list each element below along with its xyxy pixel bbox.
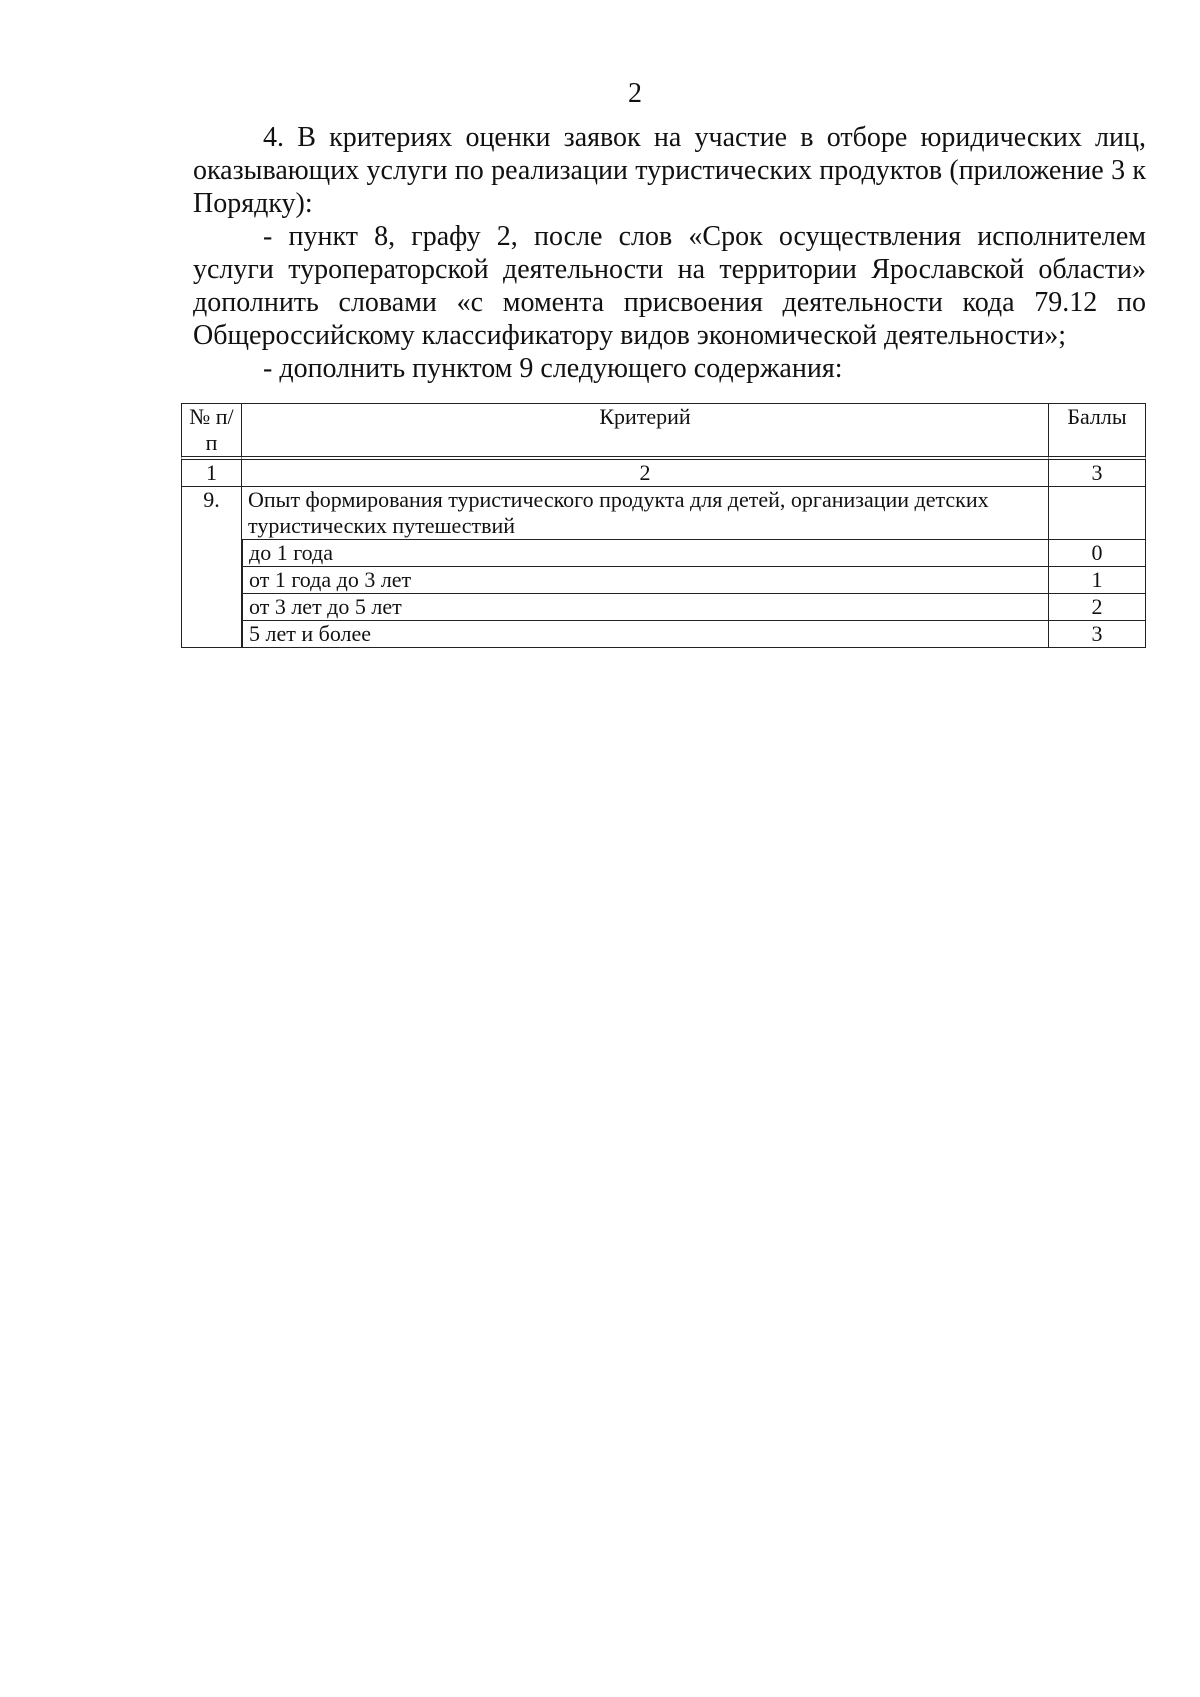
option-score: 2 — [1049, 594, 1146, 621]
column-number-1: 1 — [181, 460, 242, 487]
option-score: 1 — [1049, 567, 1146, 594]
header-score: Баллы — [1049, 403, 1146, 460]
option-label: от 3 лет до 5 лет — [242, 594, 1049, 621]
paragraph-item-9-intro: - дополнить пунктом 9 следующего содержания: — [263, 353, 843, 384]
header-criterion: Критерий — [242, 403, 1049, 460]
option-label: от 1 года до 3 лет — [242, 567, 1049, 594]
criteria-table — [181, 403, 1146, 648]
option-label: до 1 года — [242, 540, 1049, 567]
option-label: 5 лет и более — [242, 621, 1049, 648]
page-number: 2 — [628, 78, 642, 109]
item-criterion: Опыт формирования туристического продукта для детей, организации детских туристических путешествий — [242, 487, 1049, 540]
column-number-2: 2 — [242, 460, 1049, 487]
table-header-row — [181, 403, 1146, 460]
option-score: 3 — [1049, 621, 1146, 648]
paragraph-item-8-change: - пункт 8, графу 2, после слов «Срок осуществления исполнителем услуги туроператорской деятельности на территории Ярославской области» дополнить словами «с момента присвоения деятельности кода 79.12 по Общероссийскому классификатору видов экономической деятельности»; — [193, 221, 1146, 351]
document-body — [193, 121, 1146, 385]
table-row — [181, 487, 1146, 540]
option-score: 0 — [1049, 540, 1146, 567]
header-num: № п/п — [181, 403, 242, 460]
table-row — [181, 567, 1146, 594]
column-number-3: 3 — [1049, 460, 1146, 487]
table-row — [181, 621, 1146, 648]
item-criterion-score — [1049, 487, 1146, 540]
item-number: 9. — [181, 487, 242, 648]
table-row — [181, 540, 1146, 567]
paragraph-amendment-4: 4. В критериях оценки заявок на участие в отборе юридических лиц, оказывающих услуги по реализации туристических продуктов (приложение 3 к Порядку): — [193, 122, 1146, 219]
table-row — [181, 594, 1146, 621]
table-column-numbers-row — [181, 460, 1146, 487]
